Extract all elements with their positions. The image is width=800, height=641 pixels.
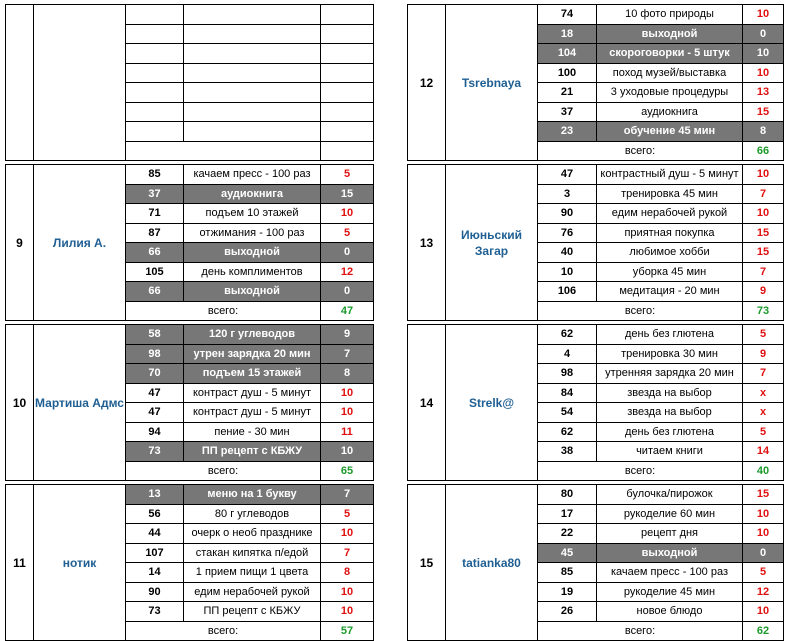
- task-name: отжимания - 100 раз: [184, 223, 321, 243]
- task-score: 10: [321, 602, 374, 622]
- task-number: 22: [538, 524, 597, 544]
- table-row: [408, 5, 784, 25]
- task-name: утрен зарядка 20 мин: [184, 344, 321, 364]
- task-name: выходной: [597, 543, 743, 563]
- task-score: 9: [321, 325, 374, 345]
- task-score: 10: [321, 582, 374, 602]
- task-number: 98: [126, 344, 184, 364]
- task-number: [126, 63, 184, 83]
- task-score: 11: [321, 422, 374, 442]
- task-score: 12: [743, 582, 784, 602]
- task-score: 15: [743, 223, 784, 243]
- task-number: [126, 5, 184, 25]
- task-name: звезда на выбор: [597, 383, 743, 403]
- task-number: 3: [538, 184, 597, 204]
- task-score: 5: [321, 504, 374, 524]
- total-value: 47: [321, 301, 374, 321]
- task-score: 10: [743, 504, 784, 524]
- task-score: x: [743, 383, 784, 403]
- task-name: день без глютена: [597, 422, 743, 442]
- left-score-table: [5, 4, 374, 641]
- participant-index: 10: [6, 325, 34, 481]
- task-name: контраст душ - 5 минут: [184, 403, 321, 423]
- task-number: 62: [538, 422, 597, 442]
- task-number: 23: [538, 122, 597, 142]
- task-score: 0: [743, 24, 784, 44]
- task-number: 10: [538, 262, 597, 282]
- task-name: ПП рецепт с КБЖУ: [184, 602, 321, 622]
- task-name: приятная покупка: [597, 223, 743, 243]
- task-score: [321, 83, 374, 103]
- total-label: всего:: [538, 141, 743, 161]
- task-name: [184, 24, 321, 44]
- task-score: 10: [321, 383, 374, 403]
- task-name: стакан кипятка п/едой: [184, 543, 321, 563]
- total-label: всего:: [126, 621, 321, 641]
- task-score: 15: [743, 102, 784, 122]
- task-name: скороговорки - 5 штук: [597, 44, 743, 64]
- task-number: 66: [126, 243, 184, 263]
- task-number: 80: [538, 485, 597, 505]
- task-score: 15: [743, 243, 784, 263]
- task-score: 9: [743, 282, 784, 302]
- total-value: 65: [321, 461, 374, 481]
- task-name: читаем книги: [597, 442, 743, 462]
- task-number: 105: [126, 262, 184, 282]
- task-name: контраст душ - 5 минут: [184, 383, 321, 403]
- task-number: 13: [126, 485, 184, 505]
- task-score: 0: [743, 543, 784, 563]
- task-name: 120 г углеводов: [184, 325, 321, 345]
- task-score: [321, 44, 374, 64]
- task-number: 17: [538, 504, 597, 524]
- task-name: [184, 44, 321, 64]
- task-number: 90: [126, 582, 184, 602]
- task-number: 94: [126, 422, 184, 442]
- table-row: [6, 165, 374, 185]
- task-score: 15: [743, 485, 784, 505]
- participant-index: 15: [408, 485, 446, 641]
- task-name: ПП рецепт с КБЖУ: [184, 442, 321, 462]
- task-name: поход музей/выставка: [597, 63, 743, 83]
- task-score: [321, 122, 374, 142]
- total-value: 40: [743, 461, 784, 481]
- task-score: 10: [321, 442, 374, 462]
- task-name: пение - 30 мин: [184, 422, 321, 442]
- table-row: [6, 325, 374, 345]
- task-number: 70: [126, 364, 184, 384]
- task-name: рецепт дня: [597, 524, 743, 544]
- task-score: 7: [321, 344, 374, 364]
- task-score: 7: [743, 184, 784, 204]
- table-row: [408, 325, 784, 345]
- participant-index: 12: [408, 5, 446, 161]
- task-name: качаем пресс - 100 раз: [597, 563, 743, 583]
- table-row: [408, 165, 784, 185]
- participant-name: Лилия А.: [34, 165, 126, 321]
- task-score: [321, 63, 374, 83]
- task-score: 7: [321, 543, 374, 563]
- task-name: едим нерабочей рукой: [597, 204, 743, 224]
- task-score: 5: [743, 325, 784, 345]
- task-score: 14: [743, 442, 784, 462]
- task-number: 98: [538, 364, 597, 384]
- task-score: 8: [743, 122, 784, 142]
- right-score-table: [407, 4, 784, 641]
- task-name: [184, 5, 321, 25]
- task-name: тренировка 45 мин: [597, 184, 743, 204]
- participant-index: 14: [408, 325, 446, 481]
- task-number: [126, 122, 184, 142]
- task-name: 80 г углеводов: [184, 504, 321, 524]
- task-score: 8: [321, 563, 374, 583]
- task-name: подъем 15 этажей: [184, 364, 321, 384]
- task-number: 37: [126, 184, 184, 204]
- total-label: всего:: [126, 301, 321, 321]
- participant-name: [34, 5, 126, 161]
- task-score: 5: [743, 422, 784, 442]
- total-value: 66: [743, 141, 784, 161]
- task-number: 76: [538, 223, 597, 243]
- task-name: булочка/пирожок: [597, 485, 743, 505]
- task-number: 71: [126, 204, 184, 224]
- task-score: 8: [321, 364, 374, 384]
- task-name: выходной: [597, 24, 743, 44]
- task-number: 4: [538, 344, 597, 364]
- task-number: 14: [126, 563, 184, 583]
- task-score: 10: [743, 165, 784, 185]
- task-name: выходной: [184, 282, 321, 302]
- task-score: 5: [321, 223, 374, 243]
- task-name: [184, 122, 321, 142]
- task-score: 10: [321, 403, 374, 423]
- task-name: утренняя зарядка 20 мин: [597, 364, 743, 384]
- task-name: меню на 1 букву: [184, 485, 321, 505]
- task-name: очерк о необ празднике: [184, 524, 321, 544]
- task-name: [184, 63, 321, 83]
- task-number: 62: [538, 325, 597, 345]
- task-number: 38: [538, 442, 597, 462]
- task-number: 26: [538, 602, 597, 622]
- task-number: 56: [126, 504, 184, 524]
- total-label: всего:: [538, 461, 743, 481]
- task-score: 7: [743, 364, 784, 384]
- task-number: 106: [538, 282, 597, 302]
- task-score: 7: [743, 262, 784, 282]
- task-name: подъем 10 этажей: [184, 204, 321, 224]
- task-score: 0: [321, 282, 374, 302]
- task-name: 3 уходовые процедуры: [597, 83, 743, 103]
- table-row: [6, 485, 374, 505]
- task-score: 10: [743, 63, 784, 83]
- task-name: любимое хобби: [597, 243, 743, 263]
- task-number: 19: [538, 582, 597, 602]
- task-number: 18: [538, 24, 597, 44]
- participant-name: tatianka80: [446, 485, 538, 641]
- task-score: [321, 5, 374, 25]
- task-number: 66: [126, 282, 184, 302]
- task-score: 10: [321, 524, 374, 544]
- total-label: [126, 141, 321, 161]
- participant-index: [6, 5, 34, 161]
- participant-index: 11: [6, 485, 34, 641]
- task-name: рукоделие 60 мин: [597, 504, 743, 524]
- participant-name: Июньский Загар: [446, 165, 538, 321]
- task-name: [184, 102, 321, 122]
- task-score: 5: [321, 165, 374, 185]
- task-name: рукоделие 45 мин: [597, 582, 743, 602]
- task-score: 15: [321, 184, 374, 204]
- participant-index: 13: [408, 165, 446, 321]
- task-name: новое блюдо: [597, 602, 743, 622]
- task-score: 10: [743, 204, 784, 224]
- task-number: 40: [538, 243, 597, 263]
- task-number: [126, 24, 184, 44]
- task-name: звезда на выбор: [597, 403, 743, 423]
- task-name: контрастный душ - 5 минут: [597, 165, 743, 185]
- task-number: 107: [126, 543, 184, 563]
- task-number: 21: [538, 83, 597, 103]
- total-value: 73: [743, 301, 784, 321]
- task-name: день комплиментов: [184, 262, 321, 282]
- total-label: всего:: [538, 621, 743, 641]
- task-name: 1 прием пищи 1 цвета: [184, 563, 321, 583]
- task-score: 10: [743, 602, 784, 622]
- task-number: 104: [538, 44, 597, 64]
- task-number: [126, 102, 184, 122]
- task-score: 10: [743, 524, 784, 544]
- task-score: [321, 102, 374, 122]
- task-name: качаем пресс - 100 раз: [184, 165, 321, 185]
- task-score: 12: [321, 262, 374, 282]
- participant-index: 9: [6, 165, 34, 321]
- task-name: едим нерабочей рукой: [184, 582, 321, 602]
- total-label: всего:: [538, 301, 743, 321]
- task-number: 90: [538, 204, 597, 224]
- task-number: 74: [538, 5, 597, 25]
- task-number: 85: [126, 165, 184, 185]
- task-number: 47: [538, 165, 597, 185]
- task-number: 47: [126, 383, 184, 403]
- task-score: 10: [743, 5, 784, 25]
- task-number: 73: [126, 602, 184, 622]
- task-number: [126, 83, 184, 103]
- task-name: тренировка 30 мин: [597, 344, 743, 364]
- participant-name: нотик: [34, 485, 126, 641]
- task-name: день без глютена: [597, 325, 743, 345]
- total-value: 57: [321, 621, 374, 641]
- task-score: 10: [743, 44, 784, 64]
- task-name: обучение 45 мин: [597, 122, 743, 142]
- task-name: аудиокнига: [597, 102, 743, 122]
- task-score: [321, 24, 374, 44]
- task-number: 47: [126, 403, 184, 423]
- task-name: выходной: [184, 243, 321, 263]
- task-score: 5: [743, 563, 784, 583]
- task-score: x: [743, 403, 784, 423]
- participant-name: Tsrebnaya: [446, 5, 538, 161]
- table-row: [408, 485, 784, 505]
- task-name: [184, 83, 321, 103]
- task-name: уборка 45 мин: [597, 262, 743, 282]
- total-value: 62: [743, 621, 784, 641]
- participant-name: Strelk@: [446, 325, 538, 481]
- task-number: [126, 44, 184, 64]
- task-name: 10 фото природы: [597, 5, 743, 25]
- task-score: 13: [743, 83, 784, 103]
- table-row: [6, 5, 374, 25]
- task-number: 87: [126, 223, 184, 243]
- task-number: 58: [126, 325, 184, 345]
- task-score: 0: [321, 243, 374, 263]
- task-number: 100: [538, 63, 597, 83]
- task-number: 45: [538, 543, 597, 563]
- task-number: 73: [126, 442, 184, 462]
- total-value: [321, 141, 374, 161]
- task-score: 9: [743, 344, 784, 364]
- task-name: медитация - 20 мин: [597, 282, 743, 302]
- total-label: всего:: [126, 461, 321, 481]
- task-score: 7: [321, 485, 374, 505]
- task-number: 54: [538, 403, 597, 423]
- task-number: 84: [538, 383, 597, 403]
- task-number: 85: [538, 563, 597, 583]
- task-score: 10: [321, 204, 374, 224]
- participant-name: Мартиша Адмс: [34, 325, 126, 481]
- task-name: аудиокнига: [184, 184, 321, 204]
- task-number: 37: [538, 102, 597, 122]
- task-number: 44: [126, 524, 184, 544]
